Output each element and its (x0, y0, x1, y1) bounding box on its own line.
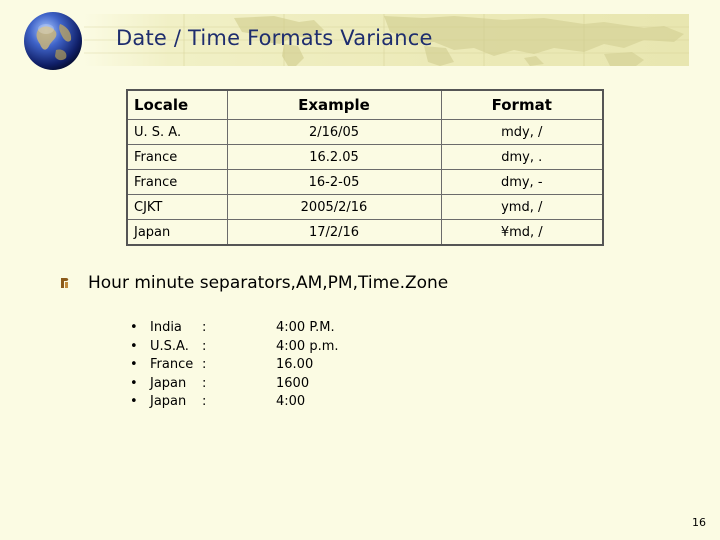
locale-cell: France (127, 170, 227, 195)
example-cell: 2005/2/16 (227, 195, 441, 220)
slide-title: Date / Time Formats Variance (116, 26, 433, 50)
bullet-heading-text: Hour minute separators,AM,PM,Time.Zone (88, 273, 449, 293)
bullet-dot: • (130, 320, 138, 335)
colon-separator: : (202, 357, 207, 373)
date-formats-table (126, 89, 604, 246)
place-label: Japan (150, 394, 187, 410)
table-row (127, 170, 603, 195)
example-cell: 16.2.05 (227, 145, 441, 170)
format-cell: dmy, - (441, 170, 603, 195)
locale-cell: Japan (127, 220, 227, 246)
table-header-row (127, 90, 603, 120)
globe-icon (22, 10, 84, 72)
header-example: Example (227, 90, 441, 120)
bullet-dot: • (130, 375, 138, 391)
place-label: U.S.A. (150, 338, 189, 354)
header-format: Format (441, 90, 603, 120)
table-row (127, 195, 603, 220)
example-cell: 16-2-05 (227, 170, 441, 195)
example-cell: 17/2/16 (227, 220, 441, 246)
place-label: India (150, 320, 182, 335)
bullet-dot: • (130, 394, 138, 410)
example-cell: 2/16/05 (227, 120, 441, 145)
colon-separator: : (202, 320, 207, 335)
header-locale: Locale (127, 90, 227, 120)
time-example: 4:00 p.m. (276, 338, 339, 354)
bullet-heading (60, 273, 448, 293)
bullet-dot: • (130, 357, 138, 373)
place-label: France (150, 357, 194, 373)
format-cell: dmy, . (441, 145, 603, 170)
page-number: 16 (692, 516, 706, 529)
colon-separator: : (202, 375, 207, 391)
table-row (127, 145, 603, 170)
format-cell: mdy, / (441, 120, 603, 145)
time-example: 1600 (276, 375, 310, 391)
format-cell: ¥md, / (441, 220, 603, 246)
time-example: 16.00 (276, 357, 314, 373)
colon-separator: : (202, 394, 207, 410)
locale-cell: U. S. A. (127, 120, 227, 145)
bullet-dot: • (130, 338, 138, 354)
table-row (127, 120, 603, 145)
table-row (127, 220, 603, 246)
locale-cell: CJKT (127, 195, 227, 220)
time-example: 4:00 (276, 394, 306, 410)
place-label: Japan (150, 375, 187, 391)
locale-cell: France (127, 145, 227, 170)
format-cell: ymd, / (441, 195, 603, 220)
time-example: 4:00 P.M. (276, 320, 335, 335)
bullet-mark-icon (60, 277, 70, 289)
colon-separator: : (202, 338, 207, 354)
